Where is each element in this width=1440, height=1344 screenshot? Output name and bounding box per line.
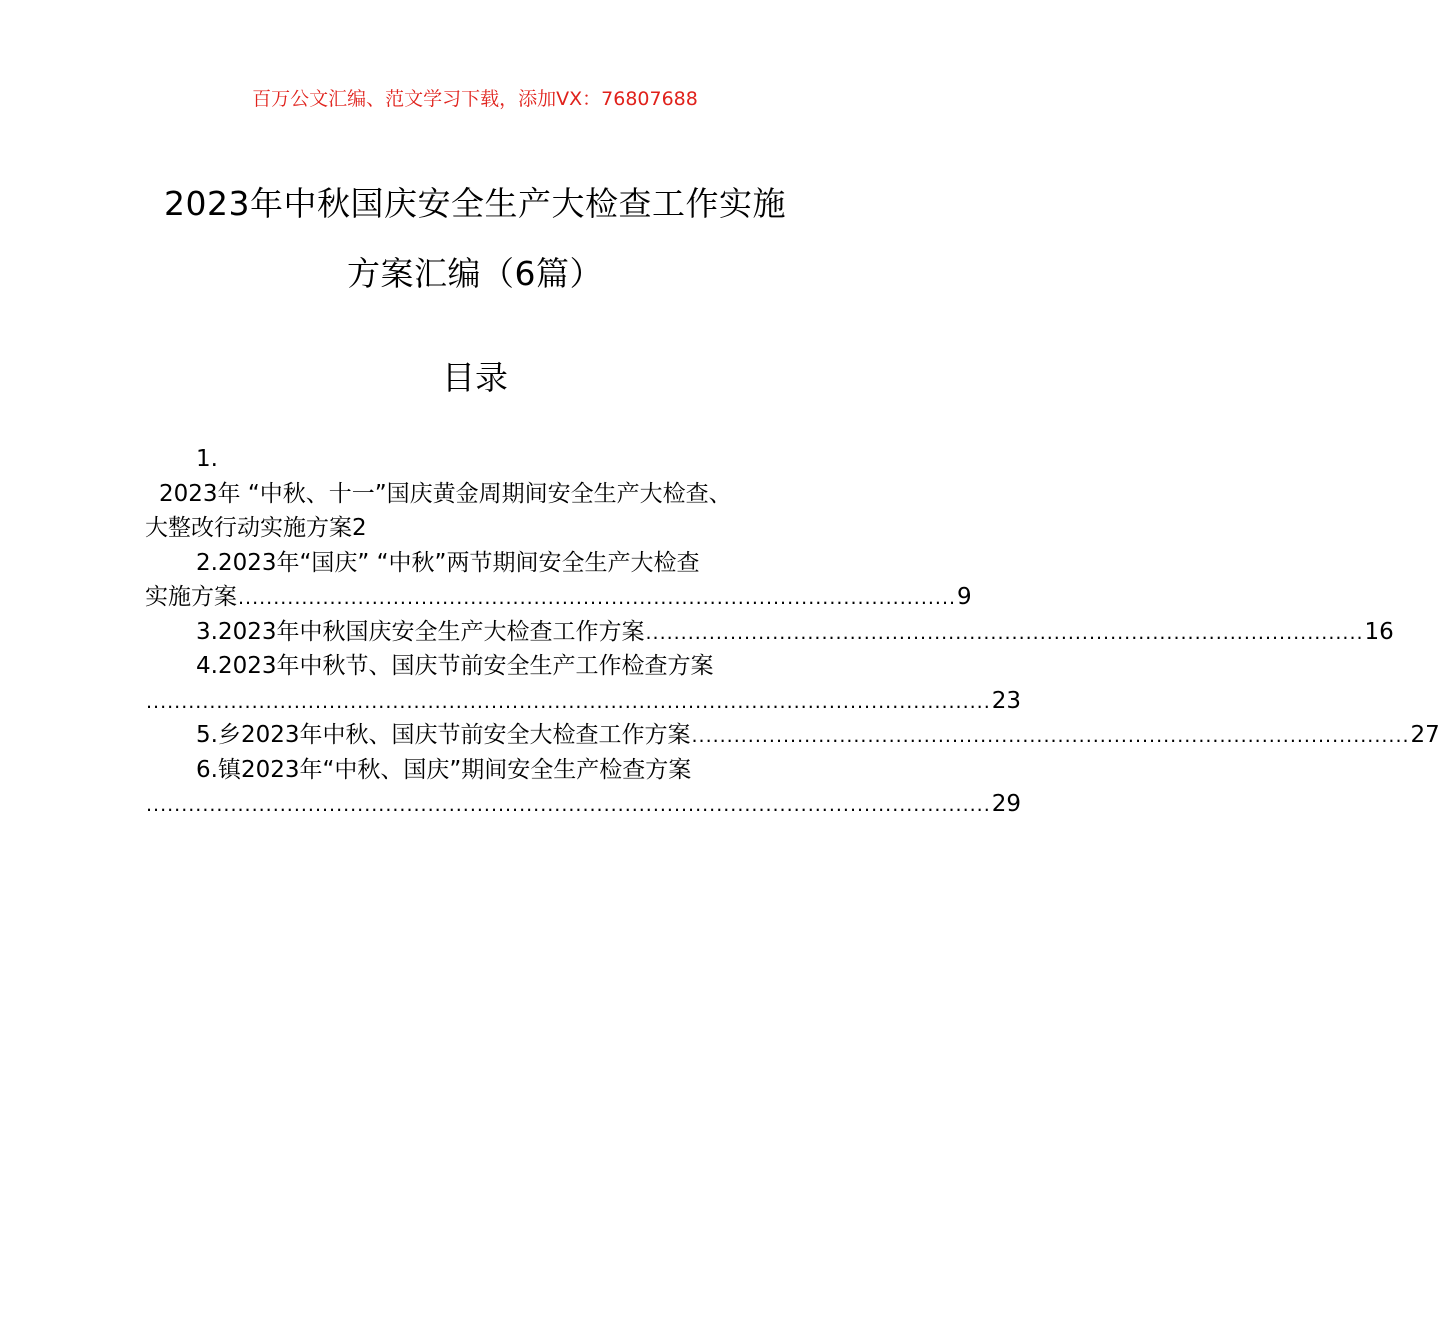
document-title-line-1: 2023年中秋国庆安全生产大检查工作实施 <box>164 184 786 223</box>
toc-item-3[interactable] <box>145 615 1394 650</box>
toc-item-4-title[interactable]: 4.2023年中秋节、国庆节前安全生产工作检查方案 <box>196 653 714 679</box>
toc-leader-dots: ...................................................................................................... <box>691 725 1410 747</box>
toc-leader-dots: ........................................................................................................................ <box>146 794 991 816</box>
toc-item-4-line-2[interactable] <box>145 684 1022 719</box>
toc-item-2-title-end: 实施方案 <box>145 584 237 610</box>
toc-item-1-title-end: 大整改行动实施方案 <box>145 515 352 541</box>
toc-item-6-page: 29 <box>991 791 1022 817</box>
table-of-contents <box>145 442 1440 822</box>
toc-item-6-line-2[interactable] <box>145 787 1022 822</box>
watermark-banner: 百万公文汇编、范文学习下载，添加VX：76807688 <box>252 88 698 110</box>
toc-heading: 目录 <box>442 358 508 397</box>
toc-item-2-line-1[interactable]: 2.2023年“国庆” “中秋”两节期间安全生产大检查 <box>196 549 700 576</box>
toc-item-3-title: 3.2023年中秋国庆安全生产大检查工作方案 <box>196 618 645 645</box>
toc-leader-dots: ...................................................................................................... <box>645 621 1364 644</box>
document-title-line-2: 方案汇编（6篇） <box>347 254 603 293</box>
toc-leader-dots: ........................................................................................................................ <box>146 690 991 713</box>
toc-item-2-line-2[interactable] <box>145 580 972 615</box>
toc-item-3-page: 16 <box>1364 618 1394 645</box>
toc-item-2-page: 9 <box>957 584 972 610</box>
toc-item-1-number[interactable]: 1. <box>196 446 218 472</box>
toc-item-1-line-2[interactable] <box>145 511 807 546</box>
toc-item-5-page: 27 <box>1410 722 1440 748</box>
toc-item-6-title[interactable]: 6.镇2023年“中秋、国庆”期间安全生产检查方案 <box>196 756 692 783</box>
toc-item-1-line-1[interactable]: 2023年 “中秋、十一”国庆黄金周期间安全生产大检查、 <box>159 480 732 507</box>
toc-leader-dots: ...................................................................................................... <box>238 587 957 609</box>
toc-item-5-title: 5.乡2023年中秋、国庆节前安全大检查工作方案 <box>196 722 691 748</box>
toc-item-5[interactable] <box>145 718 1440 753</box>
toc-item-4-page: 23 <box>991 687 1022 714</box>
toc-item-1-page: 2 <box>352 515 367 541</box>
